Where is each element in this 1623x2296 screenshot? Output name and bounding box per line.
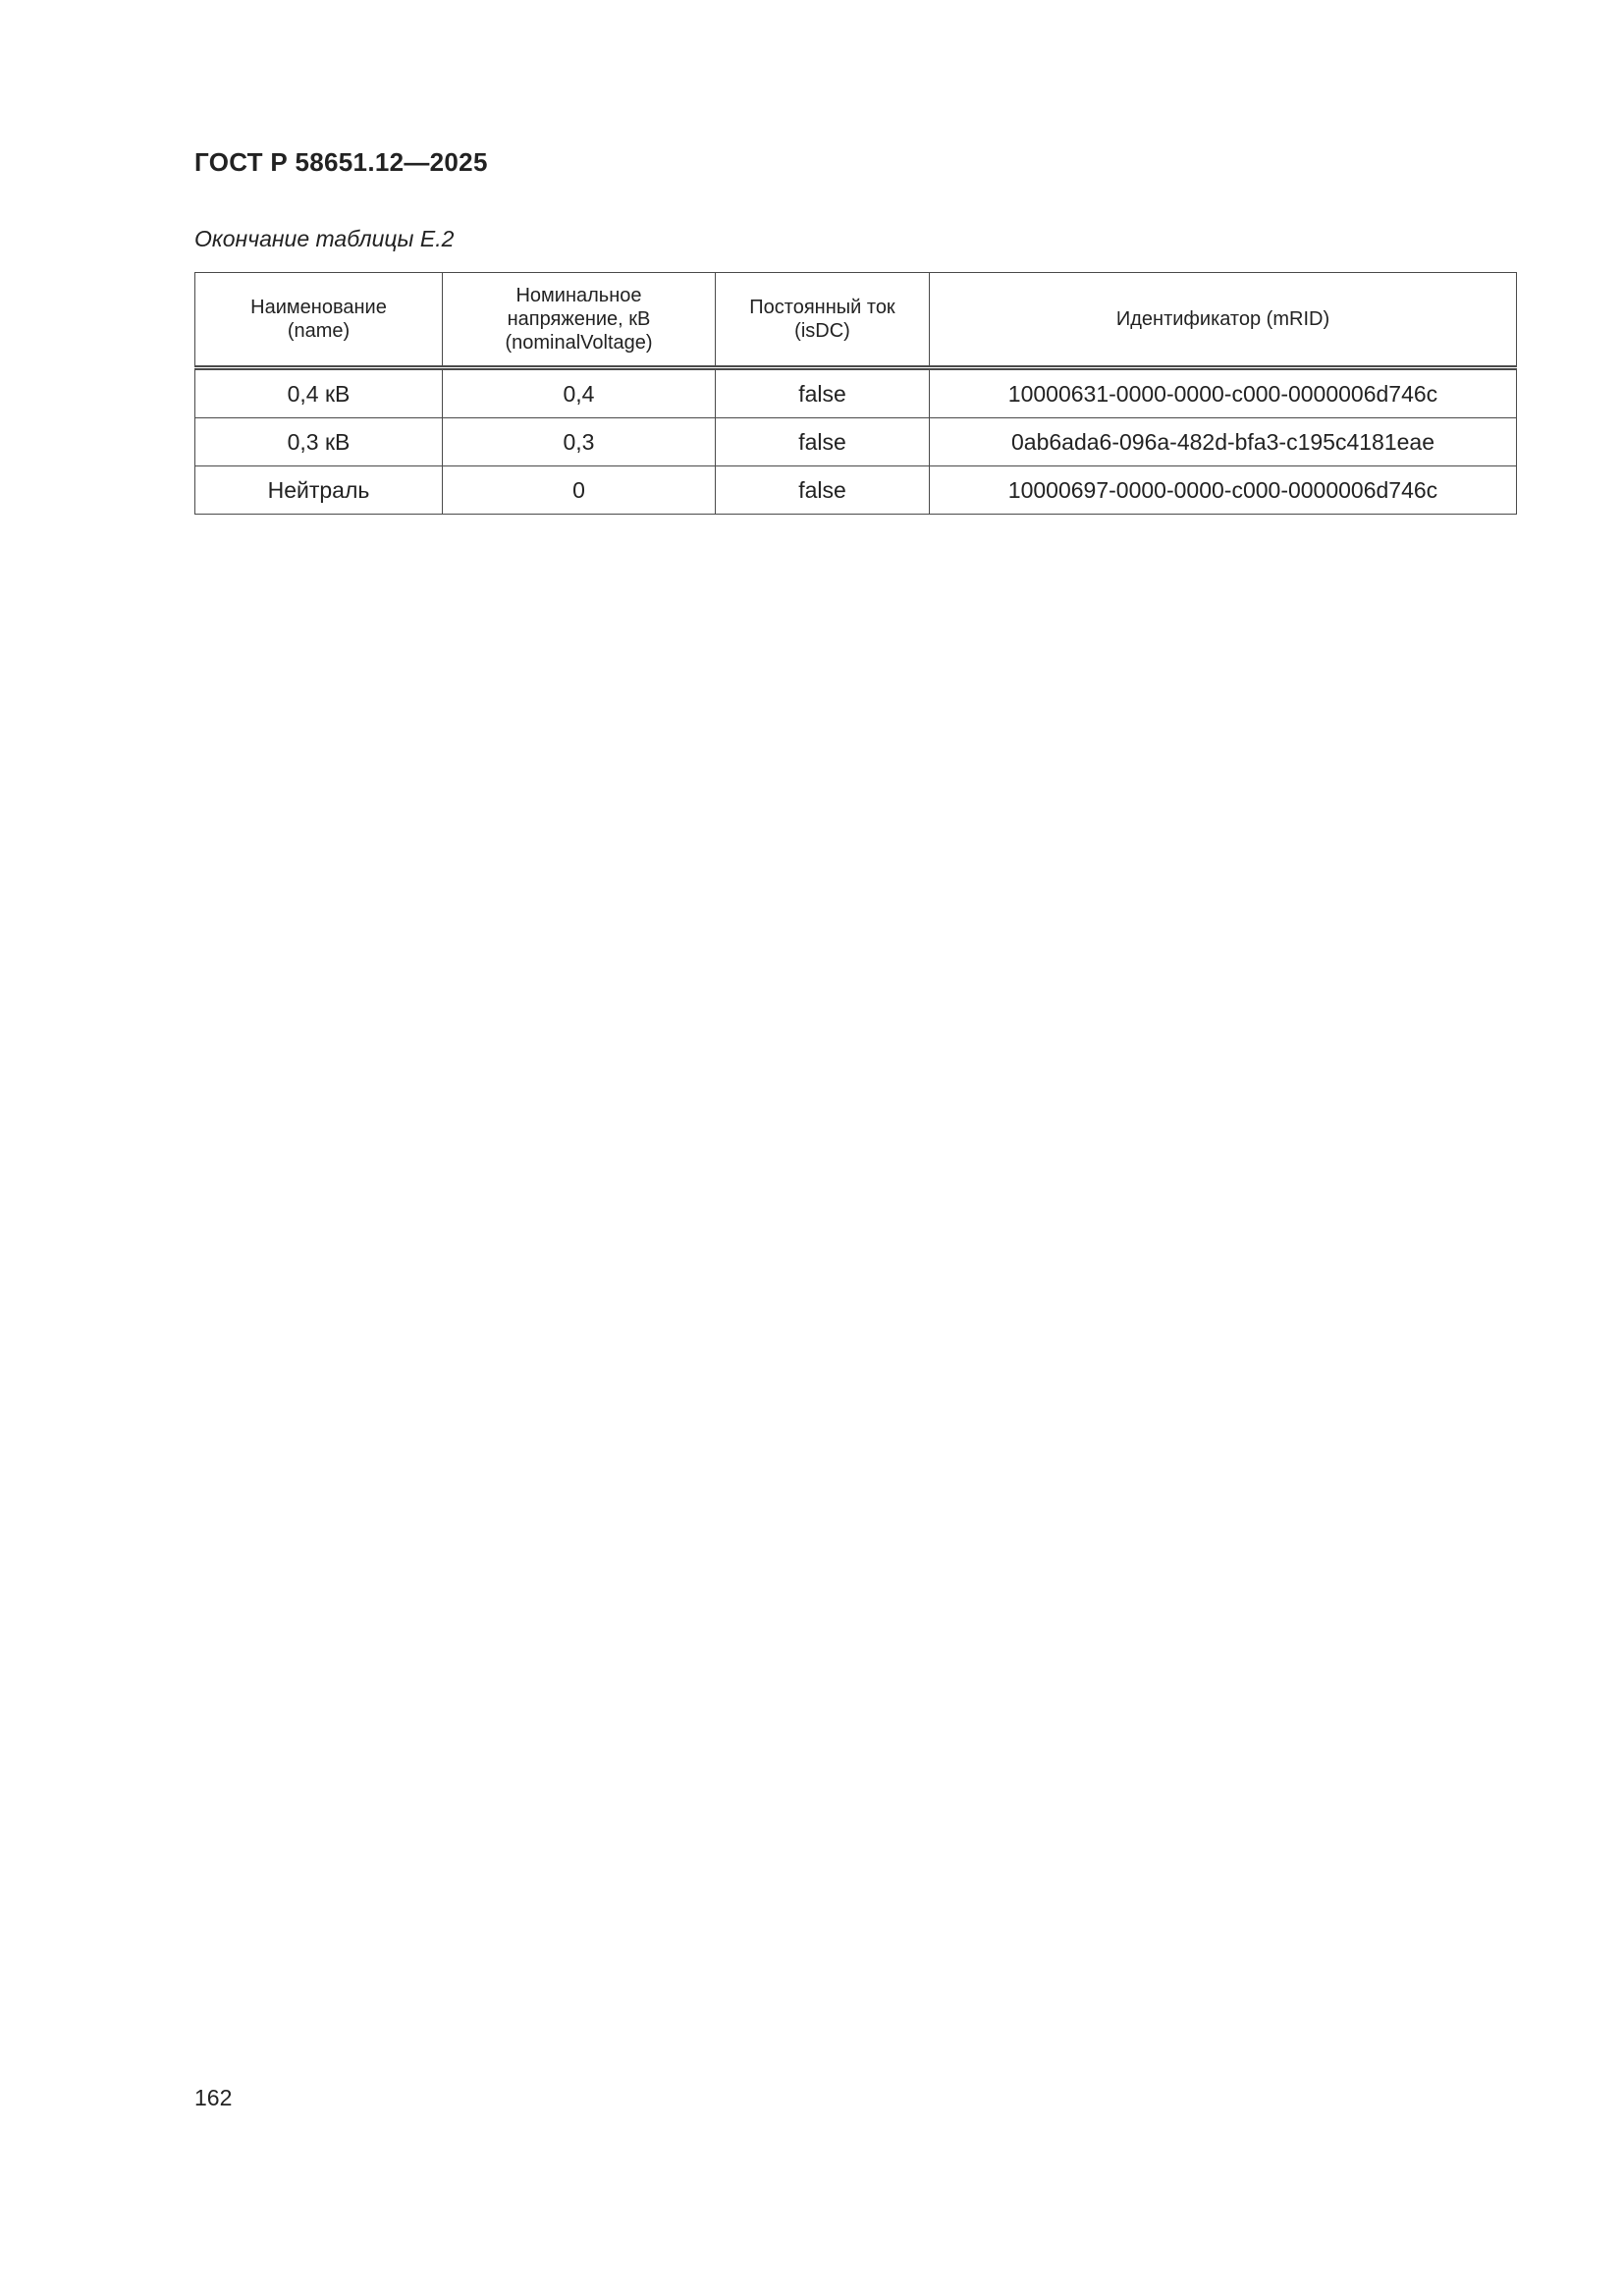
table-row xyxy=(195,368,1517,418)
column-header-line: напряжение, кВ xyxy=(507,308,651,330)
cell-mrid: 0ab6ada6-096a-482d-bfa3-c195c4181eae xyxy=(930,418,1517,466)
table-row xyxy=(195,418,1517,466)
cell-mrid: 10000631-0000-0000-c000-0000006d746c xyxy=(930,368,1517,418)
cell-nominal-voltage: 0 xyxy=(443,466,716,515)
page-number: 162 xyxy=(194,2085,233,2110)
column-header-is-dc xyxy=(716,273,930,368)
table-row xyxy=(195,466,1517,515)
column-header-line: Наименование xyxy=(250,297,387,318)
document-header: ГОСТ Р 58651.12—2025 xyxy=(194,147,488,177)
table-caption: Окончание таблицы Е.2 xyxy=(194,226,455,251)
column-header-line: (name) xyxy=(287,320,351,342)
cell-is-dc: false xyxy=(716,368,930,418)
cell-nominal-voltage: 0,4 xyxy=(443,368,716,418)
column-header-mrid xyxy=(930,273,1517,368)
cell-name: 0,3 кВ xyxy=(195,418,443,466)
cell-is-dc: false xyxy=(716,466,930,515)
table-header-row xyxy=(195,273,1517,368)
cell-nominal-voltage: 0,3 xyxy=(443,418,716,466)
column-header-name xyxy=(195,273,443,368)
column-header-line: Номинальное xyxy=(515,285,642,306)
column-header-line: Постоянный ток xyxy=(749,297,895,318)
cell-name: Нейтраль xyxy=(195,466,443,515)
cell-name: 0,4 кВ xyxy=(195,368,443,418)
data-table xyxy=(194,272,1517,515)
cell-mrid: 10000697-0000-0000-c000-0000006d746c xyxy=(930,466,1517,515)
cell-is-dc: false xyxy=(716,418,930,466)
column-header-line: (isDC) xyxy=(794,320,850,342)
column-header-line: Идентификатор (mRID) xyxy=(1115,308,1330,330)
column-header-line: (nominalVoltage) xyxy=(505,332,653,354)
column-header-nominal-voltage xyxy=(443,273,716,368)
